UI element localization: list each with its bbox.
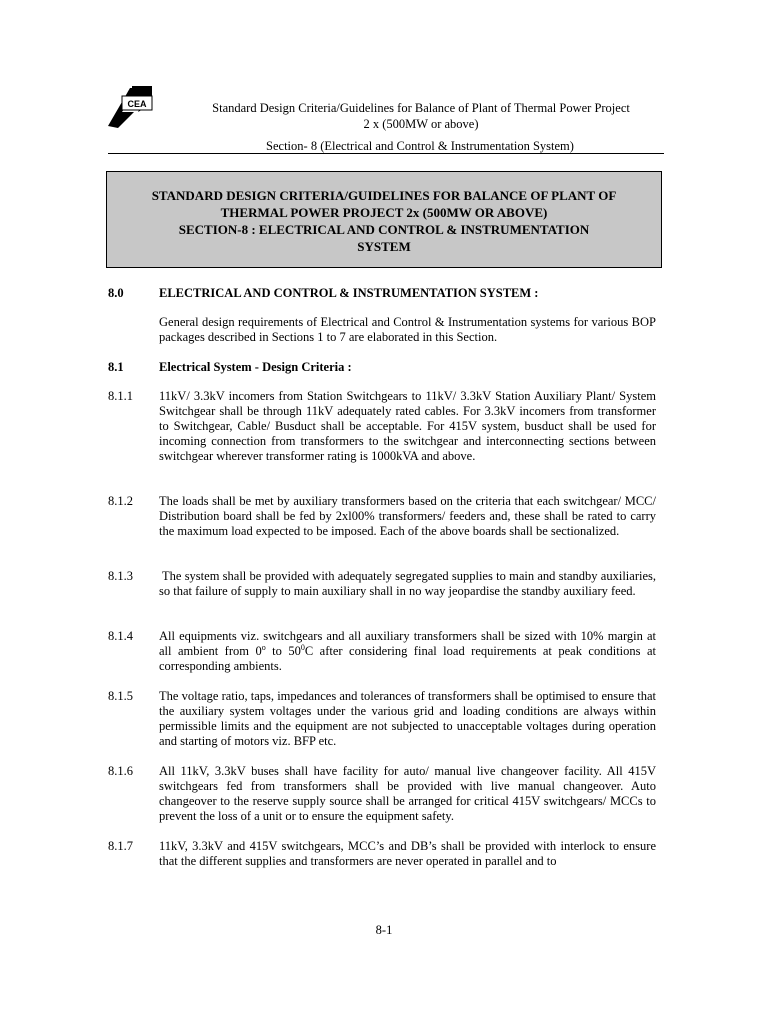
para-text-8-1-3: The system shall be provided with adequately segregated supplies to main and standby auxiliaries, so that failure of supply to main auxiliary shall in no way jeopardise the standby auxiliary feed. (159, 569, 656, 598)
header-section-line: Section- 8 (Electrical and Control & Instrumentation System) (266, 139, 574, 153)
para-text-8-1-5: The voltage ratio, taps, impedances and tolerances of transformers shall be optimised to ensure that the auxiliary system voltages under the various grid and loading conditions are always within permissible limits and the equipment are not subjected to unacceptable voltages during operation and starting of motors viz. BFP etc. (159, 689, 656, 748)
title-line2: THERMAL POWER PROJECT 2x (500MW OR ABOVE) (220, 205, 548, 220)
title-box (106, 171, 662, 268)
para-number-8-1-3: 8.1.3 (108, 569, 133, 583)
section-intro-8-0: General design requirements of Electrical and Control & Instrumentation systems for various BOP packages described in Sections 1 to 7 are elaborated in this Section. (159, 315, 656, 344)
title-line1: STANDARD DESIGN CRITERIA/GUIDELINES FOR BALANCE OF PLANT OF (151, 188, 617, 203)
page-number: 8-1 (375, 923, 393, 937)
para-number-8-1-1: 8.1.1 (108, 389, 133, 403)
para-number-8-1-7: 8.1.7 (108, 839, 133, 853)
section-number-8-1: 8.1 (108, 360, 124, 374)
section-number-8-0: 8.0 (108, 286, 124, 300)
para-number-8-1-6: 8.1.6 (108, 764, 133, 778)
para-text-8-1-2: The loads shall be met by auxiliary transformers based on the criteria that each switchgear/ MCC/ Distribution board shall be fed by 2xl00% transformers/ feeders and, these shall be rated to carry the maximum load expected to be imposed. Each of the above boards shall be sectionalized. (159, 494, 656, 538)
section-heading-8-0: ELECTRICAL AND CONTROL & INSTRUMENTATION SYSTEM : (159, 286, 539, 300)
header-rule (108, 153, 664, 154)
para-number-8-1-2: 8.1.2 (108, 494, 133, 508)
title-line4: SYSTEM (357, 239, 411, 254)
para-text-8-1-7: 11kV, 3.3kV and 415V switchgears, MCC’s and DB’s shall be provided with interlock to ensure that the different supplies and transformers are never operated in parallel and to (159, 839, 656, 868)
para-number-8-1-5: 8.1.5 (108, 689, 133, 703)
para-text-8-1-6: All 11kV, 3.3kV buses shall have facility for auto/ manual live changeover facility. All 415V switchgears fed from transformers shall be provided with live manual changeover. Auto changeover to the reserve supply source shall be arranged for critical 415V switchgears/ MCCs to prevent the loss of a unit or to ensure the equipment safety. (159, 764, 656, 823)
section-heading-8-1: Electrical System - Design Criteria : (159, 360, 352, 374)
cea-logo-icon (108, 82, 166, 128)
para-text-8-1-1: 11kV/ 3.3kV incomers from Station Switchgears to 11kV/ 3.3kV Station Auxiliary Plant/ System Switchgear shall be through 11kV adequately rated cables. For 3.3kV incomers from transformer to Switchgear, Cable/ Busduct shall be acceptable. For 415V system, busduct shall be used for incoming connection from transformers to the switchgear and interconnecting sections between switchgear wherever transformer rating is 1000kVA and above. (159, 389, 656, 463)
logo-text: CEA (127, 99, 147, 109)
para-number-8-1-4: 8.1.4 (108, 629, 133, 643)
title-line3: SECTION-8 : ELECTRICAL AND CONTROL & INSTRUMENTATION (178, 222, 590, 237)
para-text-8-1-4: All equipments viz. switchgears and all auxiliary transformers shall be sized with 10% margin at all ambient from 0$^o$ to $50^0C$ after considering final load requirements at peak conditions at corresponding ambients. (159, 629, 656, 673)
header-title-line1: Standard Design Criteria/Guidelines for Balance of Plant of Thermal Power Project (212, 101, 630, 115)
header-title-line2: 2 x (500MW or above) (363, 117, 479, 131)
